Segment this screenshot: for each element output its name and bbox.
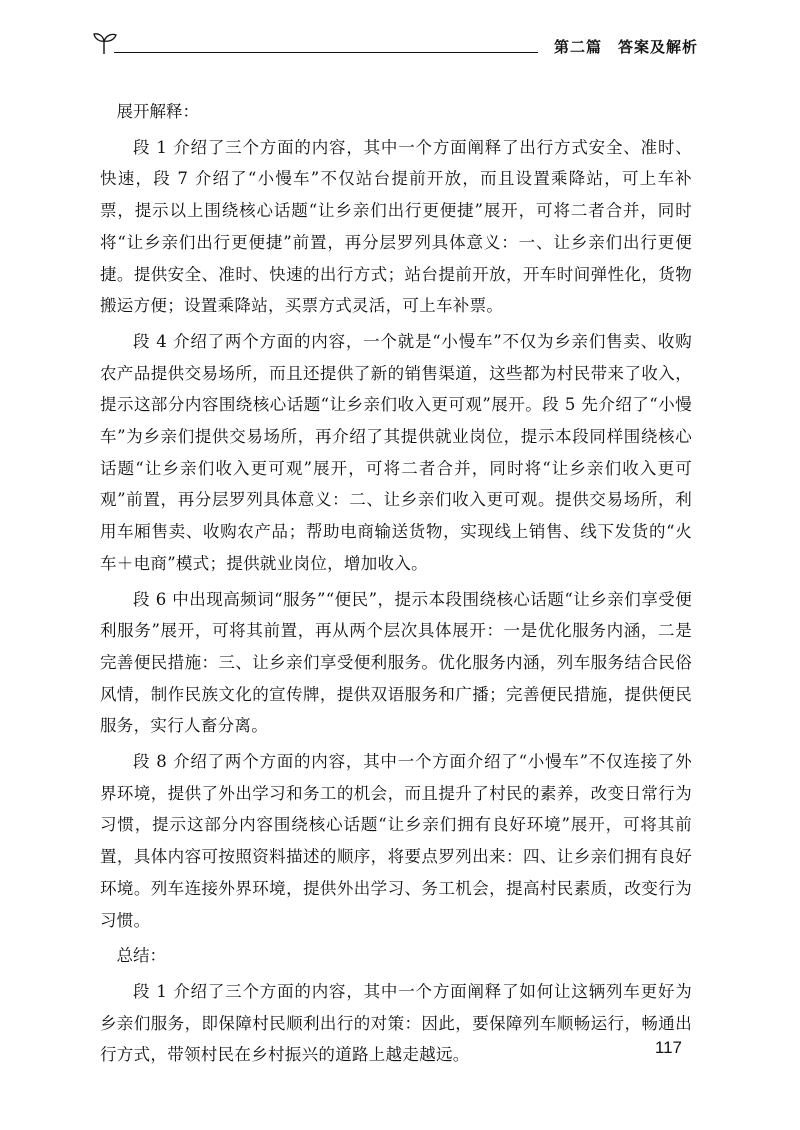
- header-rule: [114, 52, 538, 53]
- page-body: [100, 96, 692, 1071]
- heading-summary: 总结：: [116, 946, 166, 966]
- paragraph-expand-1: 段 1 介绍了三个方面的内容，其中一个方面阐释了出行方式安全、准时、快速，段 7 介绍了“小慢车”不仅站台提前开放，而且设置乘降站，可上车补票，提示以上围绕核心话题“让乡亲们出行更便捷”展开，可将二者合并，同时将“让乡亲们出行更便捷”前置，再分层罗列具体意义：一、让乡亲们出行更便捷。提供安全、准时、快速的出行方式；站台提前开放，开车时间弹性化，货物搬运方便；设置乘降站，买票方式灵活，可上车补票。: [100, 137, 692, 316]
- paragraph-expand-3: 段 6 中出现高频词“服务”“便民”，提示本段围绕核心话题“让乡亲们享受便利服务”展开，可将其前置，再从两个层次具体展开：一是优化服务内涵，二是完善便民措施：三、让乡亲们享受便利服务。优化服务内涵，列车服务结合民俗风情，制作民族文化的宣传牌，提供双语服务和广播；完善便民措施，提供便民服务，实行人畜分离。: [100, 589, 692, 736]
- heading-expand: 展开解释：: [116, 102, 199, 121]
- page-header: [92, 30, 698, 58]
- page-number: 117: [654, 1038, 682, 1057]
- section-title: 第二篇 答案及解析: [553, 38, 698, 56]
- sprout-icon: [92, 30, 118, 60]
- paragraph-summary-1: 段 1 介绍了三个方面的内容，其中一个方面阐释了如何让这辆列车更好为乡亲们服务，即保障村民顺利出行的对策：因此，要保障列车顺畅运行，畅通出行方式，带领村民在乡村振兴的道路上越走越远。: [100, 981, 692, 1065]
- paragraph-expand-2: 段 4 介绍了两个方面的内容，一个就是“小慢车”不仅为乡亲们售卖、收购农产品提供交易场所，而且还提供了新的销售渠道，这些都为村民带来了收入，提示这部分内容围绕核心话题“让乡亲们收入更可观”展开。段 5 先介绍了“小慢车”为乡亲们提供交易场所，再介绍了其提供就业岗位，提示本段同样围绕核心话题“让乡亲们收入更可观”展开，可将二者合并，同时将“让乡亲们收入更可观”前置，再分层罗列具体意义：二、让乡亲们收入更可观。提供交易场所，利用车厢售卖、收购农产品；帮助电商输送货物，实现线上销售、线下发货的“火车＋电商”模式；提供就业岗位，增加收入。: [100, 331, 692, 573]
- paragraph-expand-4: 段 8 介绍了两个方面的内容，其中一个方面介绍了“小慢车”不仅连接了外界环境，提供了外出学习和务工的机会，而且提升了村民的素养，改变日常行为习惯，提示这部分内容围绕核心话题“让乡亲们拥有良好环境”展开，可将其前置，具体内容可按照资料描述的顺序，将要点罗列出来：四、让乡亲们拥有良好环境。列车连接外界环境，提供外出学习、务工机会，提高村民素质，改变行为习惯。: [100, 752, 692, 930]
